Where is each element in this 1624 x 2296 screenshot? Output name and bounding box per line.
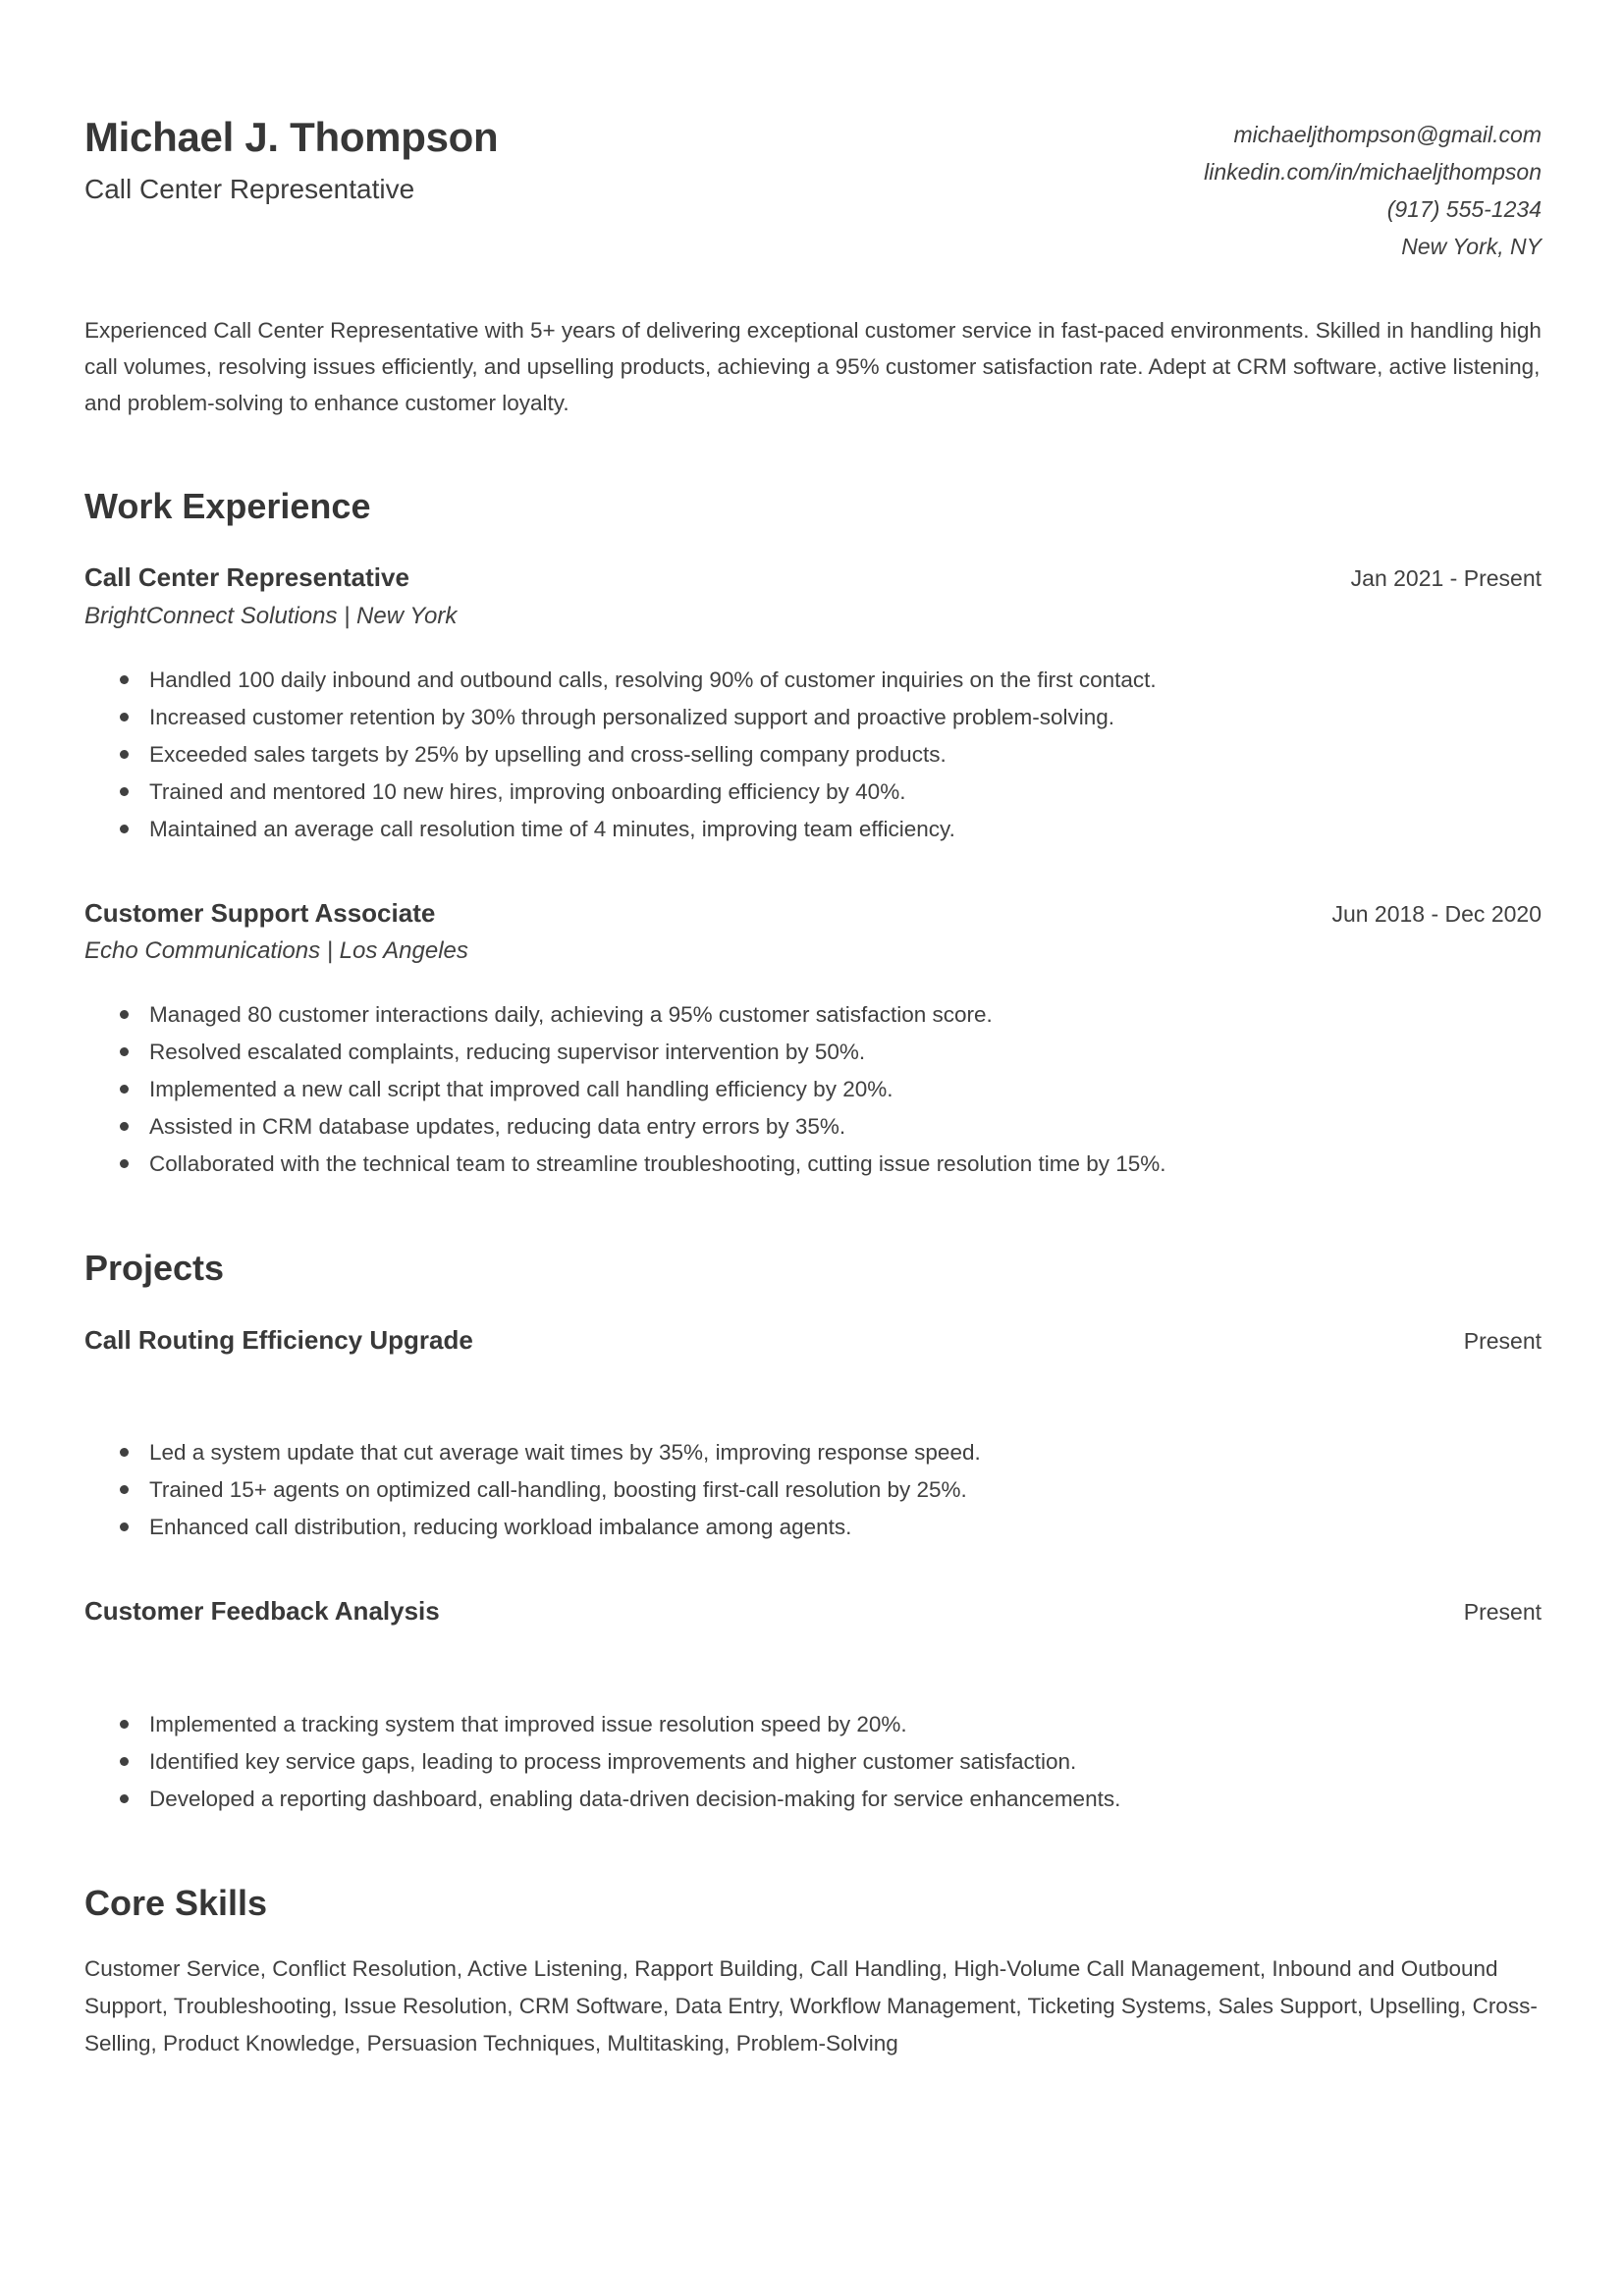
job-company-location: BrightConnect Solutions | New York [84, 602, 458, 629]
bullet-item: Trained 15+ agents on optimized call-handling, boosting first-call resolution by 25%. [84, 1471, 1542, 1509]
section-work-experience [84, 486, 1542, 1183]
contact-linkedin: linkedin.com/in/michaeljthompson [1204, 159, 1542, 185]
bullet-item: Implemented a tracking system that improved issue resolution speed by 20%. [84, 1706, 1542, 1743]
bullet-item: Identified key service gaps, leading to process improvements and higher customer satisfaction. [84, 1743, 1542, 1781]
bullet-item: Handled 100 daily inbound and outbound calls, resolving 90% of customer inquiries on the first contact. [84, 662, 1542, 699]
project-dates: Present [1463, 1599, 1542, 1626]
job-entry [84, 897, 1542, 1184]
bullet-item: Trained and mentored 10 new hires, improving onboarding efficiency by 40%. [84, 774, 1542, 811]
bullet-item: Collaborated with the technical team to streamline troubleshooting, cutting issue resolution time by 15%. [84, 1146, 1542, 1183]
bullet-item: Developed a reporting dashboard, enabling data-driven decision-making for service enhancements. [84, 1781, 1542, 1818]
bullet-item: Maintained an average call resolution time of 4 minutes, improving team efficiency. [84, 811, 1542, 848]
project-title: Call Routing Efficiency Upgrade [84, 1324, 473, 1355]
professional-summary: Experienced Call Center Representative with 5+ years of delivering exceptional customer service in fast-paced environments. Skilled in handling high call volumes, resolving issues efficiently, and upselling products, achieving a 95% customer satisfaction rate. Adept at CRM software, active listening, and problem-solving to enhance customer loyalty. [84, 318, 1542, 415]
bullet-item: Enhanced call distribution, reducing workload imbalance among agents. [84, 1509, 1542, 1546]
job-entry [84, 561, 1542, 848]
contact-phone: (917) 555-1234 [1386, 196, 1542, 222]
project-entry [84, 1324, 1542, 1547]
job-bullet-list [84, 996, 1542, 1183]
person-job-title: Call Center Representative [84, 174, 415, 205]
job-entry-head [84, 561, 1542, 594]
bullet-item: Assisted in CRM database updates, reducing data entry errors by 35%. [84, 1108, 1542, 1146]
bullet-item: Implemented a new call script that improved call handling efficiency by 20%. [84, 1071, 1542, 1108]
project-bullet-list [84, 1706, 1542, 1818]
section-core-skills [84, 1883, 1542, 2062]
project-dates: Present [1463, 1327, 1542, 1354]
person-name: Michael J. Thompson [84, 114, 499, 160]
job-dates: Jan 2021 - Present [1350, 565, 1542, 592]
bullet-item: Led a system update that cut average wait times by 35%, improving response speed. [84, 1434, 1542, 1471]
job-title: Call Center Representative [84, 562, 409, 593]
section-projects [84, 1248, 1542, 1817]
job-dates: Jun 2018 - Dec 2020 [1331, 900, 1542, 927]
contact-email: michaeljthompson@gmail.com [1233, 122, 1542, 147]
header [84, 114, 1542, 265]
skills-list-text: Customer Service, Conflict Resolution, Active Listening, Rapport Building, Call Handling, High-Volume Call Management, Inbound and Outbound Support, Troubleshooting, Issue Resolution, CRM Software, Data Entry, Workflow Management, Ticketing Systems, Sales Support, Upselling, Cross-Selling, Product Knowledge, Persuasion Techniques, Multitasking, Problem-Solving [84, 1956, 1538, 2056]
bullet-item: Managed 80 customer interactions daily, achieving a 95% customer satisfaction score. [84, 996, 1542, 1034]
project-entry-head [84, 1324, 1542, 1357]
contact-info [1204, 116, 1542, 265]
project-entry-head [84, 1595, 1542, 1628]
core-skills-heading: Core Skills [84, 1882, 268, 1923]
job-company-location: Echo Communications | Los Angeles [84, 937, 468, 965]
projects-heading: Projects [84, 1248, 225, 1289]
job-title: Customer Support Associate [84, 897, 436, 928]
contact-location: New York, NY [1401, 234, 1542, 259]
project-entry [84, 1595, 1542, 1818]
job-entry-head [84, 897, 1542, 930]
bullet-item: Resolved escalated complaints, reducing supervisor intervention by 50%. [84, 1034, 1542, 1071]
project-bullet-list [84, 1434, 1542, 1546]
bullet-item: Increased customer retention by 30% through personalized support and proactive problem-solving. [84, 699, 1542, 736]
work-experience-heading: Work Experience [84, 486, 371, 526]
bullet-item: Exceeded sales targets by 25% by upselling and cross-selling company products. [84, 736, 1542, 774]
job-bullet-list [84, 662, 1542, 848]
identity-block [84, 114, 498, 206]
project-title: Customer Feedback Analysis [84, 1596, 440, 1627]
